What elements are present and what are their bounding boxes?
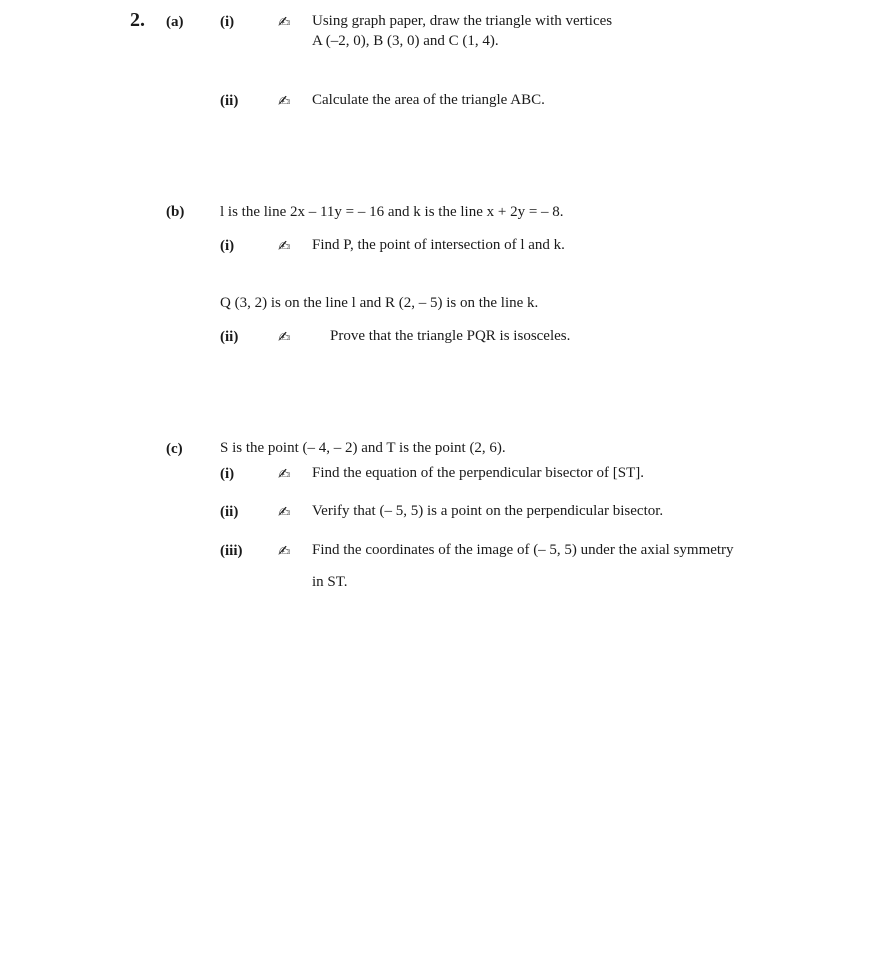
part-a-i-text-line2: A (–2, 0), B (3, 0) and C (1, 4). [312, 33, 499, 49]
part-b-i-text: Find P, the point of intersection of l and k. [312, 237, 565, 253]
writing-hand-icon: ✍ [278, 328, 291, 346]
part-c-iii-label: (iii) [220, 543, 243, 559]
writing-hand-icon: ✍ [278, 503, 291, 521]
part-a-label: (a) [166, 14, 184, 30]
writing-hand-icon: ✍ [278, 465, 291, 483]
part-b-label: (b) [166, 204, 185, 220]
part-c-i-label: (i) [220, 466, 235, 482]
part-c-i-text: Find the equation of the perpendicular bisector of [ST]. [312, 465, 644, 481]
part-c-iii-text-line1: Find the coordinates of the image of (– 5, 5) under the axial symmetry [312, 542, 734, 558]
part-b-ii-text: Prove that the triangle PQR is isosceles. [330, 328, 571, 344]
part-b-mid-text: Q (3, 2) is on the line l and R (2, – 5) is on the line k. [220, 295, 539, 311]
part-a-ii-label: (ii) [220, 93, 239, 109]
part-a-ii-text: Calculate the area of the triangle ABC. [312, 92, 545, 108]
part-c-label: (c) [166, 441, 183, 457]
writing-hand-icon: ✍ [278, 13, 291, 31]
part-c-ii-label: (ii) [220, 504, 239, 520]
part-c-iii-text-line2: in ST. [312, 574, 348, 590]
writing-hand-icon: ✍ [278, 237, 291, 255]
writing-hand-icon: ✍ [278, 92, 291, 110]
part-c-intro: S is the point (– 4, – 2) and T is the point (2, 6). [220, 440, 506, 456]
part-a-i-label: (i) [220, 14, 235, 30]
part-a-i-text-line1: Using graph paper, draw the triangle with vertices [312, 13, 613, 29]
part-c-ii-text: Verify that (– 5, 5) is a point on the perpendicular bisector. [312, 503, 664, 519]
part-b-i-label: (i) [220, 238, 235, 254]
writing-hand-icon: ✍ [278, 542, 291, 560]
part-b-intro: l is the line 2x – 11y = – 16 and k is the line x + 2y = – 8. [220, 204, 564, 220]
part-b-ii-label: (ii) [220, 329, 239, 345]
question-number: 2. [130, 9, 145, 31]
